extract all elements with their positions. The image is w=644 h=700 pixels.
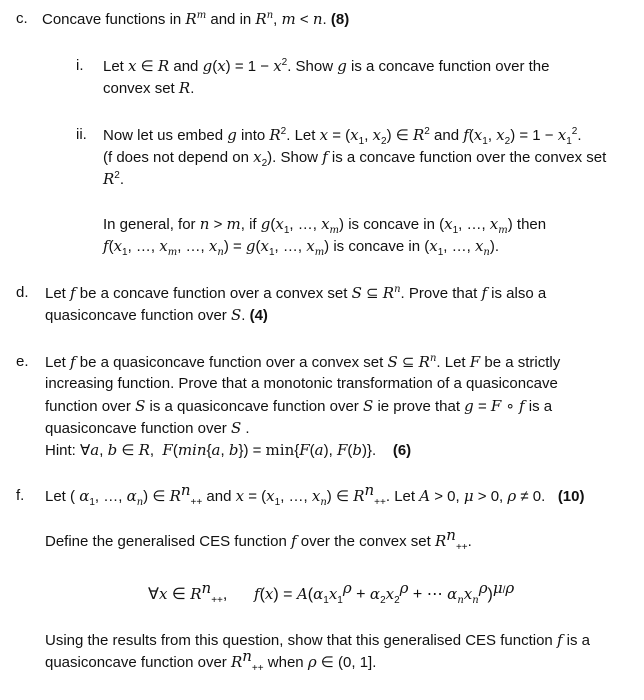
part-f-formula: ∀x ∈ $R^n_{++}$, $f(x) = A(\alpha_1x_1^\rho + \alpha_2x_2^\rho$ + ⋯ $\alpha_nx_n^\rho)^{\mu/\rho}$	[148, 578, 515, 607]
part-c-ii-label: ii.	[76, 126, 87, 143]
part-f-line1: Let ( $\alpha_1$, …, $\alpha_n$) ∈ $R^n_{++}$ and $x = (x_1$, …, $x_n$) ∈ $R^n_{++}$. Let A > 0, μ > 0, ρ ≠ 0. (10)	[45, 481, 585, 508]
part-e-label: e.	[16, 353, 29, 370]
part-c-title: Concave functions in $R^m$ and in $R^n$, m < n. (8)	[42, 10, 350, 28]
part-d-line1: Let f be a concave function over a convex set S ⊆ $R^n$. Prove that f is also a	[45, 284, 547, 302]
part-e-line2: increasing function. Prove that a monotonic transformation of a quasiconcave	[45, 375, 558, 392]
part-c-i-line2: convex set R.	[103, 79, 195, 97]
part-f-using1: Using the results from this question, show that this generalised CES function f is a	[45, 631, 591, 649]
part-c-ii-general2: $f(x_1$, …, $x_m$, …, $x_n) = g(x_1$, …, $x_m$) is concave in ($x_1$, …, $x_n$).	[103, 237, 500, 258]
part-f-using2: quasiconcave function over $R^n_{++}$ when ρ ∈ (0, 1].	[45, 647, 377, 674]
part-c-ii-line2: (f does not depend on $x_2$). Show f is a concave function over the convex set	[103, 148, 607, 169]
part-e-hint: Hint: ∀a, b ∈ R, F(min{a, b}) = min{F(a), F(b)}. (6)	[45, 441, 412, 459]
part-c-i-label: i.	[76, 57, 84, 74]
part-d-line2: quasiconcave function over S. (4)	[45, 306, 268, 324]
part-c-label: c.	[16, 10, 28, 27]
part-c-ii-line1: Now let us embed g into $R^2$. Let $x = (x_1$, $x_2$) ∈ $R^2$ and $f(x_1$, $x_2) = 1 - x_1^2$.	[103, 126, 582, 147]
part-e-line4: quasiconcave function over S .	[45, 419, 250, 437]
part-d-label: d.	[16, 284, 29, 301]
part-c-i-line1: Let x ∈ R and $g(x) = 1 - x^2$. Show g is a concave function over the	[103, 57, 550, 75]
part-c-ii-line3: $R^2$.	[103, 170, 125, 188]
part-f-label: f.	[16, 487, 25, 504]
part-e-line3: function over S is a quasiconcave function over S ie prove that g = F ∘ f is a	[45, 397, 553, 415]
part-c-ii-general1: In general, for n > m, if $g(x_1$, …, $x_m$) is concave in ($x_1$, …, $x_m$) then	[103, 215, 547, 236]
part-f-define: Define the generalised CES function f over the convex set $R^n_{++}$.	[45, 526, 472, 553]
part-e-line1: Let f be a quasiconcave function over a convex set S ⊆ $R^n$. Let F be a strictly	[45, 353, 561, 371]
